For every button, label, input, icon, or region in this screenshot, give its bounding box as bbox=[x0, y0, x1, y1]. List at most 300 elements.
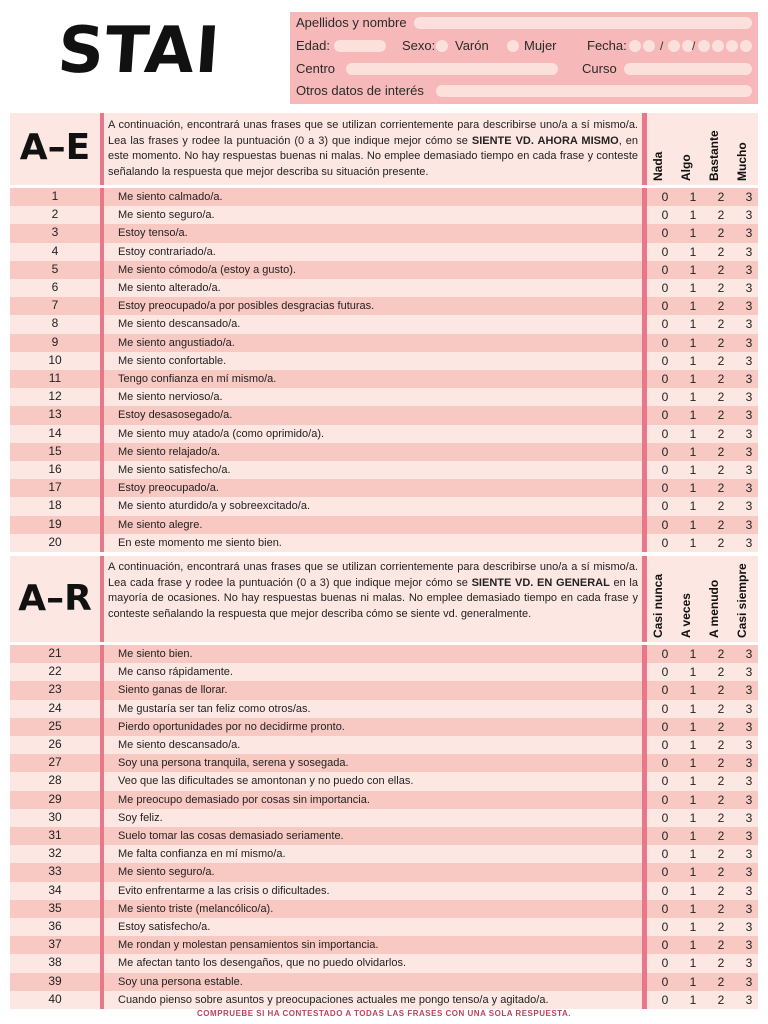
score-option-1[interactable]: 1 bbox=[689, 281, 697, 295]
score-option-1[interactable]: 1 bbox=[689, 792, 697, 807]
row-divider bbox=[100, 772, 104, 790]
fecha-day-2[interactable] bbox=[643, 40, 655, 52]
score-option-0[interactable]: 0 bbox=[661, 829, 669, 843]
item-number: 4 bbox=[51, 243, 59, 258]
score-option-0[interactable]: 0 bbox=[661, 701, 669, 716]
score-option-3[interactable]: 3 bbox=[745, 756, 753, 771]
item-number: 33 bbox=[48, 864, 62, 879]
score-option-1[interactable]: 1 bbox=[689, 372, 697, 386]
score-option-1[interactable]: 1 bbox=[689, 535, 697, 550]
score-option-2[interactable]: 2 bbox=[717, 335, 725, 350]
score-option-0[interactable]: 0 bbox=[661, 335, 669, 350]
score-option-3[interactable]: 3 bbox=[745, 847, 753, 862]
score-option-3[interactable]: 3 bbox=[745, 335, 753, 350]
score-option-3[interactable]: 3 bbox=[745, 738, 753, 752]
mujer-label: Mujer bbox=[524, 38, 557, 53]
item-text: Soy una persona estable. bbox=[118, 975, 243, 988]
score-option-3[interactable]: 3 bbox=[745, 535, 753, 550]
item-row bbox=[10, 516, 758, 534]
item-number: 31 bbox=[48, 828, 62, 842]
score-option-0[interactable]: 0 bbox=[661, 262, 669, 277]
ae-title: A–E bbox=[19, 127, 91, 168]
score-option-3[interactable]: 3 bbox=[745, 390, 753, 405]
options-divider bbox=[642, 663, 647, 681]
item-number: 28 bbox=[48, 773, 62, 788]
score-option-1[interactable]: 1 bbox=[689, 190, 697, 204]
item-row bbox=[10, 224, 758, 242]
score-option-0[interactable]: 0 bbox=[661, 938, 669, 953]
score-option-1[interactable]: 1 bbox=[689, 463, 697, 477]
item-row bbox=[10, 936, 758, 954]
fecha-slash-2: / bbox=[692, 39, 696, 53]
score-option-2[interactable]: 2 bbox=[717, 701, 725, 716]
score-option-1[interactable]: 1 bbox=[689, 847, 697, 862]
centro-field[interactable] bbox=[346, 63, 558, 75]
score-option-3[interactable]: 3 bbox=[745, 281, 753, 295]
score-option-3[interactable]: 3 bbox=[745, 408, 753, 423]
options-divider bbox=[642, 443, 647, 461]
score-option-1[interactable]: 1 bbox=[689, 517, 697, 532]
score-option-1[interactable]: 1 bbox=[689, 226, 697, 241]
edad-label: Edad: bbox=[296, 38, 330, 53]
row-divider bbox=[100, 991, 104, 1009]
item-number: 24 bbox=[48, 700, 62, 715]
fecha-year-3[interactable] bbox=[726, 40, 738, 52]
score-option-2[interactable]: 2 bbox=[717, 226, 725, 241]
ar-col-a-menudo: A menudo bbox=[707, 579, 721, 638]
options-divider bbox=[642, 334, 647, 352]
score-option-1[interactable]: 1 bbox=[689, 499, 697, 514]
score-option-2[interactable]: 2 bbox=[717, 792, 725, 807]
ar-divider bbox=[100, 556, 104, 642]
item-row bbox=[10, 352, 758, 370]
row-divider bbox=[100, 516, 104, 534]
ar-cols-divider bbox=[642, 556, 647, 642]
apellidos-field[interactable] bbox=[414, 17, 752, 29]
score-option-3[interactable]: 3 bbox=[745, 262, 753, 277]
row-divider bbox=[100, 681, 104, 699]
ae-cols-divider bbox=[642, 113, 647, 185]
row-divider bbox=[100, 809, 104, 827]
item-text: Estoy satisfecho/a. bbox=[118, 921, 211, 933]
score-option-3[interactable]: 3 bbox=[745, 647, 753, 661]
score-option-3[interactable]: 3 bbox=[745, 992, 753, 1007]
score-option-3[interactable]: 3 bbox=[745, 719, 753, 734]
score-option-1[interactable]: 1 bbox=[689, 756, 697, 771]
score-option-1[interactable]: 1 bbox=[689, 208, 697, 223]
row-divider bbox=[100, 718, 104, 736]
score-option-0[interactable]: 0 bbox=[661, 353, 669, 368]
item-row bbox=[10, 772, 758, 790]
score-option-3[interactable]: 3 bbox=[745, 353, 753, 368]
item-number: 2 bbox=[51, 207, 59, 222]
score-option-3[interactable]: 3 bbox=[745, 865, 753, 880]
score-option-2[interactable]: 2 bbox=[717, 481, 725, 496]
score-option-0[interactable]: 0 bbox=[661, 281, 669, 295]
score-option-3[interactable]: 3 bbox=[745, 920, 753, 934]
score-option-1[interactable]: 1 bbox=[689, 701, 697, 716]
score-option-1[interactable]: 1 bbox=[689, 244, 697, 259]
score-option-0[interactable]: 0 bbox=[661, 647, 669, 661]
score-option-1[interactable]: 1 bbox=[689, 901, 697, 916]
options-divider bbox=[642, 370, 647, 388]
fecha-year-1[interactable] bbox=[698, 40, 710, 52]
score-option-2[interactable]: 2 bbox=[717, 190, 725, 204]
item-row bbox=[10, 406, 758, 424]
ar-title: A–R bbox=[18, 578, 92, 619]
score-option-1[interactable]: 1 bbox=[689, 408, 697, 423]
options-divider bbox=[642, 736, 647, 754]
item-text: Me siento muy atado/a (como oprimido/a). bbox=[118, 427, 325, 440]
score-option-2[interactable]: 2 bbox=[717, 992, 725, 1007]
score-option-2[interactable]: 2 bbox=[717, 829, 725, 843]
fecha-year-2[interactable] bbox=[712, 40, 724, 52]
options-divider bbox=[642, 827, 647, 845]
score-option-2[interactable]: 2 bbox=[717, 408, 725, 423]
score-option-3[interactable]: 3 bbox=[745, 683, 753, 698]
score-option-2[interactable]: 2 bbox=[717, 665, 725, 680]
score-option-2[interactable]: 2 bbox=[717, 756, 725, 771]
score-option-0[interactable]: 0 bbox=[661, 865, 669, 880]
score-option-0[interactable]: 0 bbox=[661, 299, 669, 314]
score-option-3[interactable]: 3 bbox=[745, 190, 753, 204]
score-option-3[interactable]: 3 bbox=[745, 829, 753, 843]
score-option-1[interactable]: 1 bbox=[689, 426, 697, 441]
score-option-2[interactable]: 2 bbox=[717, 719, 725, 734]
item-number: 20 bbox=[48, 534, 62, 549]
item-number: 38 bbox=[48, 955, 62, 970]
score-option-2[interactable]: 2 bbox=[717, 535, 725, 550]
item-text: Me siento alegre. bbox=[118, 518, 203, 531]
score-option-3[interactable]: 3 bbox=[745, 774, 753, 789]
item-row bbox=[10, 681, 758, 699]
options-divider bbox=[642, 936, 647, 954]
item-row bbox=[10, 991, 758, 1009]
score-option-3[interactable]: 3 bbox=[745, 938, 753, 953]
curso-field[interactable] bbox=[624, 63, 752, 75]
score-option-3[interactable]: 3 bbox=[745, 444, 753, 459]
options-divider bbox=[642, 681, 647, 699]
score-option-0[interactable]: 0 bbox=[661, 738, 669, 752]
score-option-2[interactable]: 2 bbox=[717, 810, 725, 825]
score-option-1[interactable]: 1 bbox=[689, 444, 697, 459]
score-option-0[interactable]: 0 bbox=[661, 901, 669, 916]
options-divider bbox=[642, 791, 647, 809]
row-divider bbox=[100, 406, 104, 424]
score-option-2[interactable]: 2 bbox=[717, 865, 725, 880]
item-number: 22 bbox=[48, 664, 62, 679]
score-option-0[interactable]: 0 bbox=[661, 956, 669, 971]
item-text: Me siento descansado/a. bbox=[118, 318, 241, 331]
options-divider bbox=[642, 845, 647, 863]
score-option-3[interactable]: 3 bbox=[745, 481, 753, 496]
score-option-1[interactable]: 1 bbox=[689, 262, 697, 277]
score-option-3[interactable]: 3 bbox=[745, 883, 753, 898]
item-text: Soy feliz. bbox=[118, 811, 163, 824]
score-option-3[interactable]: 3 bbox=[745, 226, 753, 241]
options-divider bbox=[642, 497, 647, 515]
score-option-3[interactable]: 3 bbox=[745, 974, 753, 989]
score-option-0[interactable]: 0 bbox=[661, 992, 669, 1007]
options-divider bbox=[642, 425, 647, 443]
ar-col-casi-nunca: Casi nunca bbox=[651, 573, 665, 638]
score-option-2[interactable]: 2 bbox=[717, 499, 725, 514]
score-option-1[interactable]: 1 bbox=[689, 865, 697, 880]
item-text: Me rondan y molestan pensamientos sin importancia. bbox=[118, 939, 379, 952]
item-text: Veo que las dificultades se amontonan y no puedo con ellas. bbox=[118, 775, 414, 788]
ae-col-nada: Nada bbox=[651, 151, 665, 181]
item-number: 34 bbox=[48, 882, 62, 897]
row-divider bbox=[100, 663, 104, 681]
personal-data-form bbox=[290, 12, 758, 104]
item-text: Me siento relajado/a. bbox=[118, 445, 221, 458]
row-divider bbox=[100, 882, 104, 900]
item-text: Cuando pienso sobre asuntos y preocupaciones actuales me pongo tenso/a y agitado/a. bbox=[118, 993, 549, 1006]
score-option-0[interactable]: 0 bbox=[661, 208, 669, 223]
score-option-0[interactable]: 0 bbox=[661, 847, 669, 862]
row-divider bbox=[100, 370, 104, 388]
item-row bbox=[10, 809, 758, 827]
options-divider bbox=[642, 954, 647, 972]
item-row bbox=[10, 882, 758, 900]
score-option-2[interactable]: 2 bbox=[717, 463, 725, 477]
score-option-0[interactable]: 0 bbox=[661, 774, 669, 789]
score-option-0[interactable]: 0 bbox=[661, 226, 669, 241]
score-option-1[interactable]: 1 bbox=[689, 647, 697, 661]
item-row bbox=[10, 279, 758, 297]
item-number: 27 bbox=[48, 755, 62, 770]
item-text: Me siento calmado/a. bbox=[118, 191, 223, 203]
score-option-3[interactable]: 3 bbox=[745, 299, 753, 314]
score-option-2[interactable]: 2 bbox=[717, 208, 725, 223]
score-option-2[interactable]: 2 bbox=[717, 444, 725, 459]
options-divider bbox=[642, 224, 647, 242]
score-option-0[interactable]: 0 bbox=[661, 665, 669, 680]
score-option-0[interactable]: 0 bbox=[661, 390, 669, 405]
score-option-0[interactable]: 0 bbox=[661, 719, 669, 734]
score-option-2[interactable]: 2 bbox=[717, 774, 725, 789]
item-number: 21 bbox=[48, 646, 62, 660]
score-option-0[interactable]: 0 bbox=[661, 190, 669, 204]
score-option-0[interactable]: 0 bbox=[661, 499, 669, 514]
item-text: Estoy desasosegado/a. bbox=[118, 409, 233, 422]
item-text: Tengo confianza en mí mismo/a. bbox=[118, 373, 277, 385]
score-option-1[interactable]: 1 bbox=[689, 992, 697, 1007]
fecha-year-4[interactable] bbox=[740, 40, 752, 52]
score-option-1[interactable]: 1 bbox=[689, 317, 697, 332]
score-option-2[interactable]: 2 bbox=[717, 901, 725, 916]
row-divider bbox=[100, 754, 104, 772]
row-divider bbox=[100, 388, 104, 406]
score-option-3[interactable]: 3 bbox=[745, 956, 753, 971]
score-option-2[interactable]: 2 bbox=[717, 426, 725, 441]
score-option-0[interactable]: 0 bbox=[661, 810, 669, 825]
score-option-0[interactable]: 0 bbox=[661, 317, 669, 332]
score-option-3[interactable]: 3 bbox=[745, 810, 753, 825]
score-option-3[interactable]: 3 bbox=[745, 244, 753, 259]
item-text: Estoy preocupado/a por posibles desgracias futuras. bbox=[118, 300, 375, 313]
item-number: 19 bbox=[48, 516, 62, 531]
score-option-0[interactable]: 0 bbox=[661, 408, 669, 423]
score-option-3[interactable]: 3 bbox=[745, 665, 753, 680]
item-number: 15 bbox=[48, 443, 62, 458]
options-divider bbox=[642, 809, 647, 827]
item-row bbox=[10, 497, 758, 515]
score-option-1[interactable]: 1 bbox=[689, 390, 697, 405]
item-row bbox=[10, 700, 758, 718]
score-option-2[interactable]: 2 bbox=[717, 974, 725, 989]
score-option-3[interactable]: 3 bbox=[745, 901, 753, 916]
item-number: 26 bbox=[48, 737, 62, 751]
item-row bbox=[10, 425, 758, 443]
score-option-2[interactable]: 2 bbox=[717, 262, 725, 277]
item-row bbox=[10, 315, 758, 333]
score-option-2[interactable]: 2 bbox=[717, 938, 725, 953]
score-option-0[interactable]: 0 bbox=[661, 481, 669, 496]
row-divider bbox=[100, 791, 104, 809]
score-option-1[interactable]: 1 bbox=[689, 353, 697, 368]
score-option-2[interactable]: 2 bbox=[717, 390, 725, 405]
row-divider bbox=[100, 297, 104, 315]
score-option-0[interactable]: 0 bbox=[661, 517, 669, 532]
ar-col-a-veces: A veces bbox=[679, 593, 693, 638]
score-option-0[interactable]: 0 bbox=[661, 756, 669, 771]
item-row bbox=[10, 845, 758, 863]
score-option-3[interactable]: 3 bbox=[745, 317, 753, 332]
score-option-0[interactable]: 0 bbox=[661, 372, 669, 386]
score-option-0[interactable]: 0 bbox=[661, 920, 669, 934]
item-number: 1 bbox=[51, 189, 59, 203]
fecha-day-1[interactable] bbox=[629, 40, 641, 52]
score-option-1[interactable]: 1 bbox=[689, 335, 697, 350]
otros-label: Otros datos de interés bbox=[296, 83, 424, 98]
score-option-1[interactable]: 1 bbox=[689, 299, 697, 314]
score-option-1[interactable]: 1 bbox=[689, 665, 697, 680]
item-text: Me siento nervioso/a. bbox=[118, 391, 223, 404]
options-divider bbox=[642, 388, 647, 406]
score-option-2[interactable]: 2 bbox=[717, 738, 725, 752]
item-number: 9 bbox=[51, 334, 59, 349]
mujer-radio[interactable] bbox=[507, 40, 519, 52]
score-option-3[interactable]: 3 bbox=[745, 208, 753, 223]
options-divider bbox=[642, 279, 647, 297]
edad-field[interactable] bbox=[334, 40, 386, 52]
item-row bbox=[10, 900, 758, 918]
score-option-1[interactable]: 1 bbox=[689, 938, 697, 953]
score-option-1[interactable]: 1 bbox=[689, 883, 697, 898]
score-option-1[interactable]: 1 bbox=[689, 738, 697, 752]
ae-col-mucho: Mucho bbox=[735, 142, 749, 181]
score-option-0[interactable]: 0 bbox=[661, 792, 669, 807]
score-option-2[interactable]: 2 bbox=[717, 299, 725, 314]
item-number: 29 bbox=[48, 791, 62, 806]
score-option-3[interactable]: 3 bbox=[745, 792, 753, 807]
score-option-1[interactable]: 1 bbox=[689, 974, 697, 989]
item-number: 13 bbox=[48, 407, 62, 422]
stai-logo: STAI bbox=[55, 14, 223, 88]
score-option-1[interactable]: 1 bbox=[689, 956, 697, 971]
row-divider bbox=[100, 936, 104, 954]
score-option-0[interactable]: 0 bbox=[661, 535, 669, 550]
centro-label: Centro bbox=[296, 61, 336, 76]
score-option-1[interactable]: 1 bbox=[689, 829, 697, 843]
item-row bbox=[10, 736, 758, 754]
score-option-1[interactable]: 1 bbox=[689, 920, 697, 934]
item-text: Me gustaría ser tan feliz como otros/as. bbox=[118, 702, 311, 715]
score-option-2[interactable]: 2 bbox=[717, 517, 725, 532]
score-option-0[interactable]: 0 bbox=[661, 244, 669, 259]
item-number: 25 bbox=[48, 718, 62, 733]
fecha-month-1[interactable] bbox=[668, 40, 680, 52]
item-number: 10 bbox=[48, 352, 62, 367]
score-option-3[interactable]: 3 bbox=[745, 517, 753, 532]
score-option-3[interactable]: 3 bbox=[745, 463, 753, 477]
score-option-2[interactable]: 2 bbox=[717, 281, 725, 295]
score-option-0[interactable]: 0 bbox=[661, 883, 669, 898]
score-option-0[interactable]: 0 bbox=[661, 463, 669, 477]
score-option-2[interactable]: 2 bbox=[717, 847, 725, 862]
item-text: Estoy preocupado/a. bbox=[118, 482, 219, 495]
score-option-1[interactable]: 1 bbox=[689, 683, 697, 698]
score-option-1[interactable]: 1 bbox=[689, 774, 697, 789]
score-option-0[interactable]: 0 bbox=[661, 444, 669, 459]
item-number: 3 bbox=[51, 225, 59, 240]
score-option-1[interactable]: 1 bbox=[689, 810, 697, 825]
item-row bbox=[10, 663, 758, 681]
varon-radio[interactable] bbox=[436, 40, 448, 52]
score-option-3[interactable]: 3 bbox=[745, 426, 753, 441]
score-option-2[interactable]: 2 bbox=[717, 647, 725, 661]
score-option-2[interactable]: 2 bbox=[717, 244, 725, 259]
apellidos-label: Apellidos y nombre bbox=[296, 15, 407, 30]
item-text: Siento ganas de llorar. bbox=[118, 684, 228, 697]
score-option-1[interactable]: 1 bbox=[689, 719, 697, 734]
options-divider bbox=[642, 863, 647, 881]
item-number: 14 bbox=[48, 425, 62, 440]
options-divider bbox=[642, 206, 647, 224]
score-option-3[interactable]: 3 bbox=[745, 372, 753, 386]
score-option-3[interactable]: 3 bbox=[745, 701, 753, 716]
score-option-0[interactable]: 0 bbox=[661, 426, 669, 441]
row-divider bbox=[100, 645, 104, 663]
score-option-3[interactable]: 3 bbox=[745, 499, 753, 514]
item-text: Me siento aturdido/a y sobreexcitado/a. bbox=[118, 500, 311, 513]
item-number: 16 bbox=[48, 462, 62, 476]
otros-field[interactable] bbox=[436, 85, 752, 97]
score-option-2[interactable]: 2 bbox=[717, 353, 725, 368]
score-option-1[interactable]: 1 bbox=[689, 481, 697, 496]
row-divider bbox=[100, 461, 104, 479]
score-option-2[interactable]: 2 bbox=[717, 372, 725, 386]
item-text: Me siento satisfecho/a. bbox=[118, 464, 231, 476]
item-text: Me preocupo demasiado por cosas sin importancia. bbox=[118, 793, 370, 806]
score-option-0[interactable]: 0 bbox=[661, 974, 669, 989]
item-number: 6 bbox=[51, 280, 59, 294]
score-option-2[interactable]: 2 bbox=[717, 920, 725, 934]
score-option-0[interactable]: 0 bbox=[661, 683, 669, 698]
score-option-2[interactable]: 2 bbox=[717, 683, 725, 698]
item-number: 40 bbox=[48, 991, 62, 1006]
ae-instructions: A continuación, encontrará unas frases que se utilizan corrientemente para describirse uno/a a sí mismo/a. Lea las frases y rodee la puntuación (0 a 3) que indique mejor cómo se SIENTE VD. AHORA MISMO, en este momento. No hay respuestas buenas ni malas. No emplee demasiado tiempo en cada frase y conteste señalando la respuesta que mejor describa su situación presente. bbox=[108, 119, 638, 178]
score-option-2[interactable]: 2 bbox=[717, 956, 725, 971]
item-number: 30 bbox=[48, 809, 62, 824]
varon-label: Varón bbox=[455, 38, 489, 53]
options-divider bbox=[642, 718, 647, 736]
options-divider bbox=[642, 352, 647, 370]
score-option-2[interactable]: 2 bbox=[717, 883, 725, 898]
options-divider bbox=[642, 243, 647, 261]
score-option-2[interactable]: 2 bbox=[717, 317, 725, 332]
